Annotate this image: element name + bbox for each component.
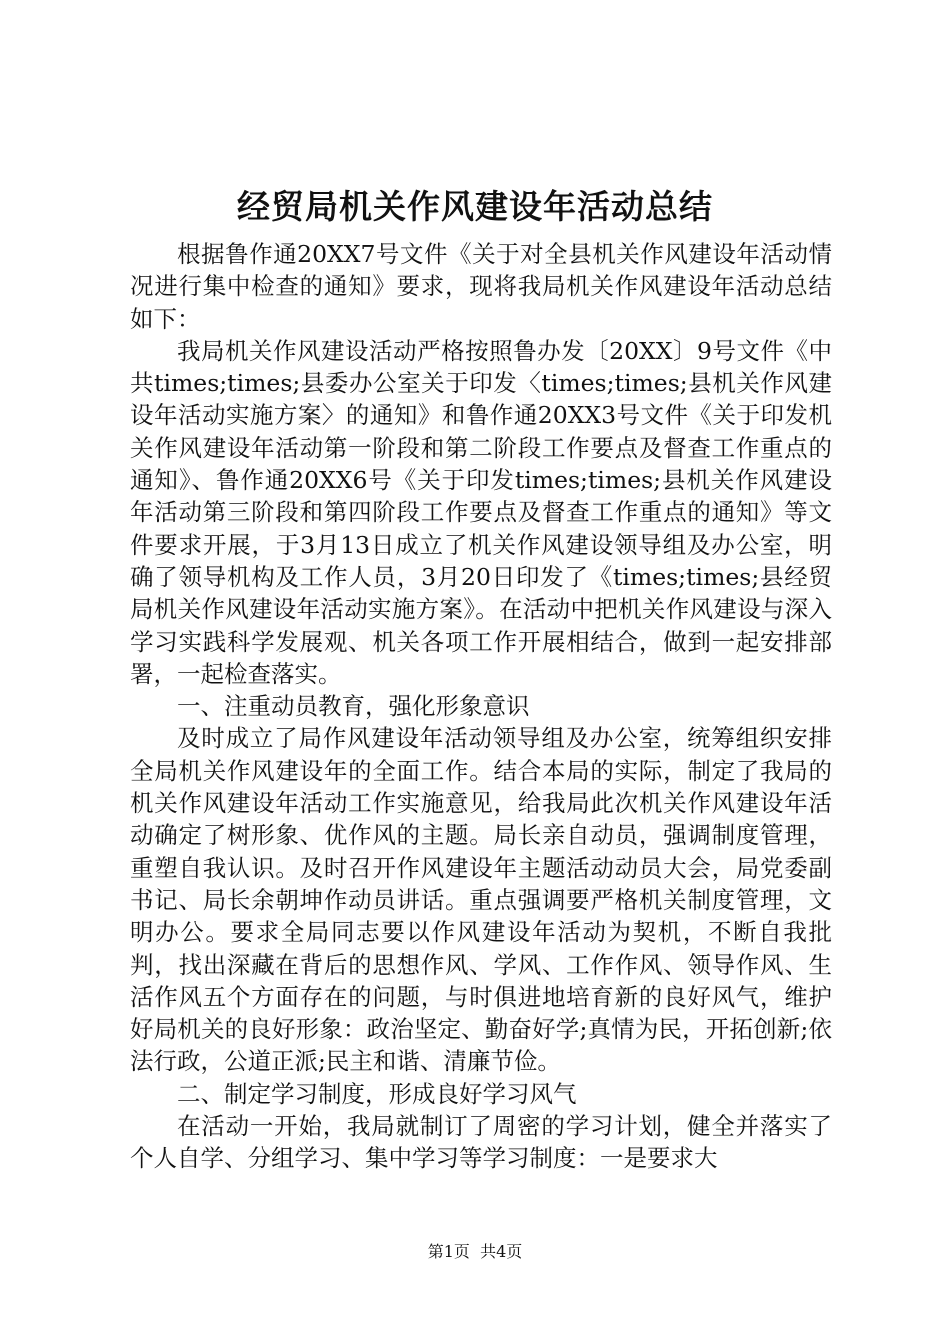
page-number: 第1页	[427, 1242, 470, 1261]
page-footer	[0, 1240, 950, 1264]
body-paragraph: 在活动一开始，我局就制订了周密的学习计划，健全并落实了个人自学、分组学习、集中学习等学习制度：一是要求大	[130, 1112, 832, 1173]
body-paragraph: 及时成立了局作风建设年活动领导组及办公室，统筹组织安排全局机关作风建设年的全面工作。结合本局的实际，制定了我局的机关作风建设年活动工作实施意见，给我局此次机关作风建设年活动确定了树形象、优作风的主题。局长亲自动员，强调制度管理，重塑自我认识。及时召开作风建设年主题活动动员大会，局党委副书记、局长余朝坤作动员讲话。重点强调要严格机关制度管理，文明办公。要求全局同志要以作风建设年活动为契机，不断自我批判，找出深藏在背后的思想作风、学风、工作作风、领导作风、生活作风五个方面存在的问题，与时俱进地培育新的良好风气，维护好局机关的良好形象：政治坚定、勤奋好学;真情为民，开拓创新;依法行政，公道正派;民主和谐、清廉节俭。	[130, 724, 832, 1076]
section-heading: 二、制定学习制度，形成良好学习风气	[177, 1079, 577, 1108]
page-total: 共4页	[480, 1242, 523, 1261]
body-paragraph: 我局机关作风建设活动严格按照鲁办发〔20XX〕9号文件《中共times;times;县委办公室关于印发〈times;times;县机关作风建设年活动实施方案〉的通知》和鲁作通20XX3号文件《关于印发机关作风建设年活动第一阶段和第二阶段工作要点及督查工作重点的通知》、鲁作通20XX6号《关于印发times;times;县机关作风建设年活动第三阶段和第四阶段工作要点及督查工作重点的通知》等文件要求开展，于3月13日成立了机关作风建设领导组及办公室，明确了领导机构及工作人员，3月20日印发了《times;times;县经贸局机关作风建设年活动实施方案》。在活动中把机关作风建设与深入学习实践科学发展观、机关各项工作开展相结合，做到一起安排部署，一起检查落实。	[130, 336, 832, 688]
body-paragraph: 根据鲁作通20XX7号文件《关于对全县机关作风建设年活动情况进行集中检查的通知》要求，现将我局机关作风建设年活动总结如下：	[130, 240, 832, 333]
document-body	[130, 238, 832, 1175]
document-title: 经贸局机关作风建设年活动总结	[237, 187, 713, 226]
section-heading: 一、注重动员教育，强化形象意识	[177, 692, 530, 721]
